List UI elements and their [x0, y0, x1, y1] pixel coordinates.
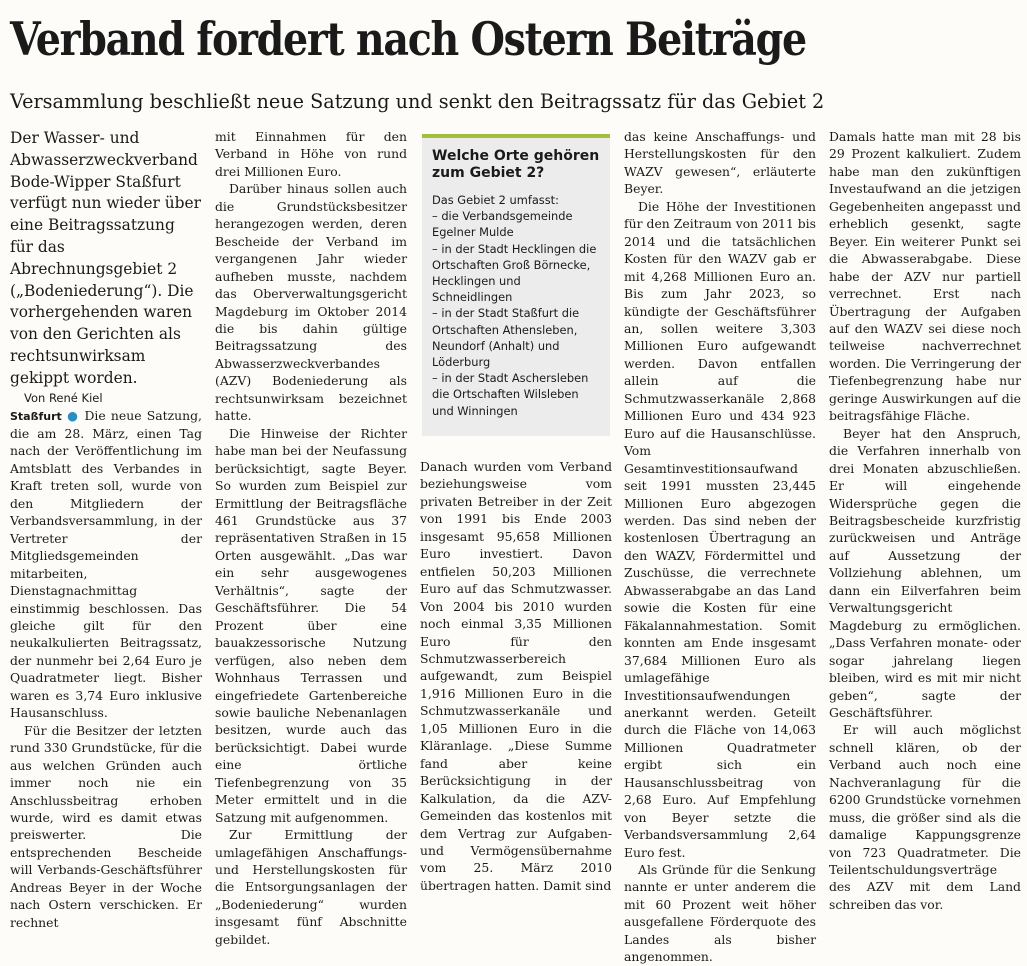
column-2 [215, 128, 407, 947]
paragraph: Beyer hat den Anspruch, die Verfahren innerhalb von drei Monaten abzuschließen. Er will eingehende Widersprüche gegen die Beitragsbescheide kurzfristig zurückweisen und Anträge auf Aussetzung der Vollziehung ablehnen, um dann ein Eilverfahren beim Verwaltungsgericht Magdeburg zu ermöglichen. „Dass Verfahren monate- oder sogar jahrelang liegen bleiben, wird es mit mir nicht geben“, sagte der Geschäftsführer. [829, 425, 1021, 720]
paragraph: Zur Ermittlung der umlagefähigen Anschaffungs- und Herstellungskosten für die Entsorgungsanlagen der „Bodeniederung“ wurden insgesamt fünf Abschnitte gebildet. [215, 827, 407, 947]
paragraph: das keine Anschaffungs- und Herstellungskosten für den WAZV gewesen“, erläuterte Beyer. [624, 129, 816, 197]
dateline: Staßfurt [10, 409, 62, 423]
article-lead: Der Wasser- und Abwasserzweckverband Bode-Wipper Staßfurt verfügt nun wieder über eine Beitragssatzung für das Abrechnungsgebiet 2 („Bodeniederung“). Die vorhergehenden waren von den Gerichten als rechtsunwirksam gekippt worden. [10, 129, 201, 387]
paragraph: Als Gründe für die Senkung nannte er unter anderem die mit 60 Prozent weit höher ausgefallene Förderquote des Landes als bisher angenommen. [624, 862, 816, 965]
info-box-intro: Das Gebiet 2 umfasst: [432, 193, 559, 207]
paragraph: Er will auch möglichst schnell klären, ob der Verband auch noch eine Nachveranlagung für die 6200 Grundstücke vornehmen muss, die größer sind als die damalige Kappungsgrenze von 723 Quadratmeter. Die Teilentschuldungsverträge des AZV mit dem Land schreiben das vor. [829, 722, 1021, 912]
paragraph: mit Einnahmen für den Verband in Höhe von rund drei Millionen Euro. [215, 129, 407, 179]
paragraph: Darüber hinaus sollen auch die Grundstücksbesitzer herangezogen werden, deren Bescheide der Verband im vergangenen Jahr wieder aufheben musste, nachdem das Oberverwaltungsgericht Magdeburg im Oktober 2014 die bis dahin gültige Beitragssatzung des Abwasserzweckverbandes (AZV) Bodeniederung als rechtsunwirksam bezeichnet hatte. [215, 181, 407, 424]
column-3 [420, 458, 612, 893]
column-4 [624, 128, 816, 965]
paragraph: Die Hinweise der Richter habe man bei der Neufassung berücksichtigt, sagte Beyer. So wurden zum Beispiel zur Ermittlung der Beitragsfläche 461 Grundstücke aus 37 repräsentativen Straßen in 15 Orten ausgewählt. „Das war ein sehr ausgewogenes Verhältnis“, sagte der Geschäftsführer. Die 54 Prozent über eine bauakzessorische Nutzung verfügen, also neben dem Wohnhaus Terrassen und eingefriedete Gartenbereiche sowie bauliche Nebenanlagen besitzen, wurde auch das berücksichtigt. Dabei wurde eine örtliche Tiefenbegrenzung von 35 Meter ermittelt und in die Satzung mit aufgenommen. [215, 425, 407, 825]
paragraph-text: Die neue Satzung, die am 28. März, einen Tag nach der Veröffentlichung im Amtsblatt des Verbandes in Kraft treten soll, wurde von den Mitgliedern der Verbandsversammlung, in der Vertreter der Mitgliedsgemeinden mitarbeiten, Dienstagnachmittag einstimmig beschlossen. Das gleiche gilt für den neukalkulierten Beitragssatz, der nunmehr bei 2,64 Euro je Quadratmeter liegt. Bisher waren es 3,74 Euro inklusive Hausanschluss. [10, 407, 202, 721]
list-item: – in der Stadt Hecklingen die Ortschaften Groß Börnecke, Hecklingen und Schneidlingen [432, 241, 600, 306]
article-headline: Verband fordert nach Ostern Beiträge [10, 12, 806, 66]
first-paragraph [10, 407, 202, 722]
paragraph: Die Höhe der Investitionen für den Zeitraum von 2011 bis 2014 und die tatsächlichen Kosten für den WAZV gab er mit 4,268 Millionen Euro an. Bis zum Jahr 2023, so kündigte der Geschäftsführer an, sollen weitere 3,303 Millionen Euro aufgewandt werden. Davon entfallen allein auf die Schmutzwasserkanäle 2,868 Millionen Euro und 434 923 Euro auf die Hausanschlüsse. Vom Gesamtinvestitionsaufwand seit 1991 mussten 23,445 Millionen Euro abgezogen werden. Das sind neben der kostenlosen Übertragung an den WAZV, Fördermittel und Zuschüsse, die verrechnete Abwasserabgabe an das Land sowie die Kosten für eine Fäkalannahmestation. Somit konnten am Ende insgesamt 37,684 Millionen Euro als umlagefähige Investitionsaufwendungen anerkannt werden. Geteilt durch die Fläche von 14,063 Millionen Quadratmeter ergibt sich ein Hausanschlussbeitrag von 2,68 Euro. Auf Empfehlung von Beyer setzte die Verbandsversammlung 2,64 Euro fest. [624, 198, 816, 860]
list-item: – in der Stadt Staßfurt die Ortschaften Athensleben, Neundorf (Anhalt) und Löderburg [432, 305, 600, 370]
info-box [422, 134, 610, 436]
byline: Von René Kiel [24, 390, 103, 405]
list-item: – die Verbandsgemeinde Egelner Mulde [432, 208, 600, 240]
info-box-title: Welche Orte gehören zum Gebiet 2? [432, 148, 600, 181]
column-1 [10, 128, 202, 930]
paragraph: Damals hatte man mit 28 bis 29 Prozent kalkuliert. Zudem habe man den zukünftigen Investaufwand an die jetzigen Gegebenheiten angepasst und erheblich gesenkt, sagte Beyer. Ein weiterer Punkt sei die Abwasserabgabe. Diese habe der AZV nur partiell verrechnet. Erst nach Übertragung der Aufgaben auf den WAZV sei diese noch teilweise nachverrechnet worden. Die Verringerung der Tiefenbegrenzung habe nur geringe Auswirkungen auf die beitragsfähige Fläche. [829, 129, 1021, 424]
paragraph: Für die Besitzer der letzten rund 330 Grundstücke, für die aus welchen Gründen auch immer noch nie ein Anschlussbeitrag erhoben wurde, wird es damit etwas preiswerter. Die entsprechenden Bescheide will Verbands-Geschäftsführer Andreas Beyer in der Woche nach Ostern verschicken. Er rechnet [10, 722, 202, 930]
article-subheadline: Versammlung beschließt neue Satzung und senkt den Beitragssatz für das Gebiet 2 [10, 89, 825, 113]
dateline-dot-icon: ● [67, 407, 80, 423]
list-item: – in der Stadt Aschersleben die Ortschaften Wilsleben und Winningen [432, 370, 600, 419]
column-5 [829, 128, 1021, 912]
paragraph: Danach wurden vom Verband beziehungsweise vom privaten Betreiber in der Zeit von 1991 bis Ende 2003 insgesamt 95,658 Millionen Euro investiert. Davon entfielen 50,203 Millionen Euro auf das Schmutzwasser. Von 2004 bis 2010 wurden noch einmal 3,35 Millionen Euro für den Schmutzwasserbereich aufgewandt, zum Beispiel 1,916 Millionen Euro in die Schmutzwasserkanäle und 1,05 Millionen Euro in die Kläranlage. „Diese Summe fand aber keine Berücksichtigung in der Kalkulation, da die AZV-Gemeinden das kostenlos mit dem Vertrag zur Aufgaben- und Vermögensübernahme vom 25. März 2010 übertragen hatten. Damit sind [420, 459, 612, 893]
info-box-list [432, 208, 600, 419]
